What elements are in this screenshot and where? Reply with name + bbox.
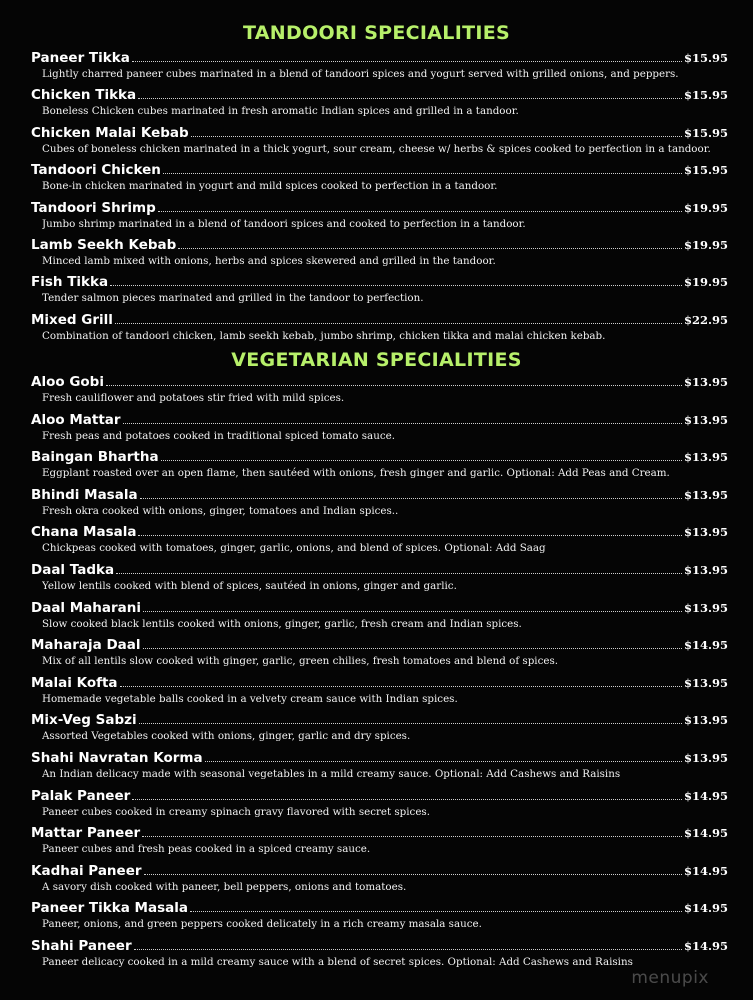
menu-item bbox=[0, 162, 753, 199]
dotted-leader bbox=[138, 534, 682, 536]
menu-item-price: $19.95 bbox=[683, 275, 728, 290]
menu-item-price: $15.95 bbox=[683, 163, 728, 178]
menu-item bbox=[0, 449, 753, 487]
dotted-leader bbox=[115, 322, 682, 324]
menu-item-line bbox=[31, 162, 728, 180]
menu-item-name: Aloo Mattar bbox=[31, 411, 121, 428]
menu-item-description: Bone-in chicken marinated in yogurt and mild spices cooked to perfection in a tandoor. bbox=[42, 180, 498, 193]
menu-item-price: $13.95 bbox=[683, 713, 728, 728]
tandoori-items-list bbox=[0, 50, 753, 349]
menu-item-description: Fresh peas and potatoes cooked in traditional spiced tomato sauce. bbox=[42, 429, 395, 442]
dotted-leader bbox=[138, 97, 682, 99]
menu-item-line bbox=[31, 788, 728, 806]
menu-item-line bbox=[31, 374, 728, 392]
dotted-leader bbox=[161, 459, 682, 461]
menu-item-name: Shahi Paneer bbox=[31, 937, 132, 954]
menu-item-description: Assorted Vegetables cooked with onions, ginger, garlic and dry spices. bbox=[42, 730, 411, 743]
dotted-leader bbox=[191, 135, 682, 137]
menu-item-description: Paneer delicacy cooked in a mild creamy sauce with a blend of secret spices. Optional: Add Cashews and Raisins bbox=[42, 955, 633, 968]
menu-item-price: $13.95 bbox=[683, 562, 728, 577]
menu-item-name: Chana Masala bbox=[31, 524, 137, 541]
dotted-leader bbox=[116, 572, 682, 574]
menu-item bbox=[0, 412, 753, 450]
menu-item-description: An Indian delicacy made with seasonal vegetables in a mild creamy sauce. Optional: Add Cashews and Raisins bbox=[42, 767, 621, 780]
dotted-leader bbox=[134, 948, 682, 950]
watermark-logo: menupix bbox=[631, 968, 709, 988]
menu-item-price: $13.95 bbox=[683, 675, 728, 690]
dotted-leader bbox=[163, 172, 682, 174]
menu-item-name: Maharaja Daal bbox=[31, 637, 141, 654]
menu-item-price: $13.95 bbox=[683, 487, 728, 502]
menu-item-price: $13.95 bbox=[683, 412, 728, 427]
menu-item-line bbox=[31, 312, 728, 330]
menu-item bbox=[0, 237, 753, 274]
menu-item bbox=[0, 637, 753, 675]
menu-item-name: Daal Maharani bbox=[31, 599, 142, 616]
menu-item-line bbox=[31, 87, 728, 105]
menu-item-description: A savory dish cooked with paneer, bell peppers, onions and tomatoes. bbox=[42, 880, 407, 893]
menu-item-line bbox=[31, 938, 728, 956]
menu-item-description: Jumbo shrimp marinated in a blend of tandoori spices and cooked to perfection in a tandoor. bbox=[42, 217, 526, 230]
menu-item-name: Mixed Grill bbox=[31, 311, 113, 328]
menu-item-name: Chicken Tikka bbox=[31, 87, 137, 104]
dotted-leader bbox=[140, 497, 682, 499]
menu-item-price: $14.95 bbox=[683, 788, 728, 803]
menu-item-price: $13.95 bbox=[683, 750, 728, 765]
menu-item bbox=[0, 562, 753, 600]
menu-item-description: Fresh okra cooked with onions, ginger, tomatoes and Indian spices.. bbox=[42, 504, 399, 517]
menu-item-name: Malai Kofta bbox=[31, 674, 118, 691]
menu-item-line bbox=[31, 50, 728, 68]
menu-item-line bbox=[31, 200, 728, 218]
dotted-leader bbox=[190, 910, 682, 912]
menu-item bbox=[0, 825, 753, 863]
menu-item bbox=[0, 600, 753, 638]
menu-item-price: $13.95 bbox=[683, 525, 728, 540]
dotted-leader bbox=[106, 384, 682, 386]
dotted-leader bbox=[132, 798, 682, 800]
menu-item-price: $19.95 bbox=[683, 237, 728, 252]
menu-item bbox=[0, 712, 753, 750]
menu-item-description: Homemade vegetable balls cooked in a velvety cream sauce with Indian spices. bbox=[42, 692, 458, 705]
menu-item-description: Eggplant roasted over an open flame, then sautéed with onions, fresh ginger and garlic. Optional: Add Peas and Cream. bbox=[42, 467, 670, 480]
menu-item-line bbox=[31, 524, 728, 542]
dotted-leader bbox=[158, 210, 682, 212]
menu-item-description: Lightly charred paneer cubes marinated in a blend of tandoori spices and yogurt served with grilled onions, and peppers. bbox=[42, 68, 679, 80]
menu-item-description: Mix of all lentils slow cooked with ginger, garlic, green chilies, fresh tomatoes and blend of spices. bbox=[42, 655, 558, 668]
menu-item bbox=[0, 312, 753, 349]
menu-item-name: Tandoori Shrimp bbox=[31, 199, 156, 216]
menu-item-line bbox=[31, 237, 728, 255]
menu-item bbox=[0, 900, 753, 938]
menu-item bbox=[0, 675, 753, 713]
menu-item-description: Cubes of boneless chicken marinated in a thick yogurt, sour cream, cheese w/ herbs & spices cooked to perfection in a tandoor. bbox=[42, 142, 711, 155]
menu-item-description: Slow cooked black lentils cooked with onions, ginger, garlic, fresh cream and Indian spices. bbox=[42, 617, 522, 630]
menu-item-price: $14.95 bbox=[683, 863, 728, 878]
menu-item-name: Kadhai Paneer bbox=[31, 862, 142, 879]
menu-item-name: Fish Tikka bbox=[31, 274, 109, 291]
menu-item bbox=[0, 788, 753, 826]
dotted-leader bbox=[123, 422, 682, 424]
menu-item-line bbox=[31, 600, 728, 618]
menu-item-line bbox=[31, 863, 728, 881]
dotted-leader bbox=[132, 60, 682, 62]
menu-item-name: Palak Paneer bbox=[31, 787, 131, 804]
menu-item bbox=[0, 750, 753, 788]
dotted-leader bbox=[143, 610, 682, 612]
vegetarian-items-list bbox=[0, 374, 753, 976]
menu-item-description: Paneer, onions, and green peppers cooked delicately in a rich creamy masala sauce. bbox=[42, 918, 482, 931]
menu-item-name: Aloo Gobi bbox=[31, 374, 104, 390]
menu-item-price: $14.95 bbox=[683, 901, 728, 916]
menu-item-name: Baingan Bhartha bbox=[31, 449, 159, 466]
menu-item-price: $13.95 bbox=[683, 600, 728, 615]
menu-item bbox=[0, 487, 753, 525]
menu-item-line bbox=[31, 487, 728, 505]
menu-item bbox=[0, 524, 753, 562]
menu-item-line bbox=[31, 274, 728, 292]
menu-item-description: Minced lamb mixed with onions, herbs and spices skewered and grilled in the tandoor. bbox=[42, 254, 496, 267]
menu-item-description: Tender salmon pieces marinated and grilled in the tandoor to perfection. bbox=[42, 292, 424, 305]
menu-item-price: $19.95 bbox=[683, 200, 728, 215]
vegetarian-section-title: VEGETARIAN SPECIALITIES bbox=[231, 349, 522, 371]
menu-item-name: Lamb Seekh Kebab bbox=[31, 236, 177, 253]
menu-item-line bbox=[31, 675, 728, 693]
menu-item-price: $15.95 bbox=[683, 88, 728, 103]
menu-item-description: Chickpeas cooked with tomatoes, ginger, garlic, onions, and blend of spices. Optional: Add Saag bbox=[42, 542, 546, 555]
menu-item-price: $14.95 bbox=[683, 638, 728, 653]
dotted-leader bbox=[143, 647, 682, 649]
dotted-leader bbox=[144, 873, 682, 875]
menu-item-name: Paneer Tikka bbox=[31, 50, 130, 66]
menu-item-name: Bhindi Masala bbox=[31, 486, 138, 503]
menu-item-line bbox=[31, 825, 728, 843]
menu-item bbox=[0, 274, 753, 311]
menu-item-price: $14.95 bbox=[683, 826, 728, 841]
menu-item bbox=[0, 863, 753, 901]
menu-item-description: Paneer cubes cooked in creamy spinach gravy flavored with secret spices. bbox=[42, 805, 430, 818]
menu-item-name: Tandoori Chicken bbox=[31, 162, 161, 179]
menu-item-name: Chicken Malai Kebab bbox=[31, 124, 189, 141]
dotted-leader bbox=[110, 284, 682, 286]
menu-item bbox=[0, 50, 753, 87]
dotted-leader bbox=[120, 685, 682, 687]
menu-item-name: Mix-Veg Sabzi bbox=[31, 712, 137, 729]
menu-item bbox=[0, 374, 753, 412]
menu-item bbox=[0, 87, 753, 124]
menu-item-description: Paneer cubes and fresh peas cooked in a spiced creamy sauce. bbox=[42, 843, 371, 856]
menu-item-line bbox=[31, 712, 728, 730]
dotted-leader bbox=[139, 722, 682, 724]
menu-item-line bbox=[31, 637, 728, 655]
menu-item-price: $22.95 bbox=[683, 312, 728, 327]
menu-item bbox=[0, 200, 753, 237]
menu-item-price: $15.95 bbox=[683, 51, 728, 65]
menu-item-line bbox=[31, 750, 728, 768]
menu-item-description: Boneless Chicken cubes marinated in fresh aromatic Indian spices and grilled in a tandoor. bbox=[42, 105, 519, 118]
menu-item-price: $13.95 bbox=[683, 450, 728, 465]
dotted-leader bbox=[205, 760, 682, 762]
menu-item-description: Yellow lentils cooked with blend of spices, sautéed in onions, ginger and garlic. bbox=[42, 579, 457, 592]
menu-item bbox=[0, 125, 753, 162]
menu-item-name: Daal Tadka bbox=[31, 561, 115, 578]
menu-item-line bbox=[31, 412, 728, 430]
tandoori-section-title: TANDOORI SPECIALITIES bbox=[243, 22, 510, 44]
menu-item-name: Paneer Tikka Masala bbox=[31, 900, 188, 917]
menu-item-description: Combination of tandoori chicken, lamb seekh kebab, jumbo shrimp, chicken tikka and malai chicken kebab. bbox=[42, 329, 606, 342]
dotted-leader bbox=[142, 835, 682, 837]
menu-item-description: Fresh cauliflower and potatoes stir fried with mild spices. bbox=[42, 392, 345, 404]
menu-item-line bbox=[31, 562, 728, 580]
dotted-leader bbox=[178, 247, 682, 249]
menu-item-line bbox=[31, 449, 728, 467]
menu-item-price: $15.95 bbox=[683, 125, 728, 140]
menu-item-price: $13.95 bbox=[683, 375, 728, 389]
menu-item-name: Shahi Navratan Korma bbox=[31, 749, 203, 766]
menu-item-line bbox=[31, 125, 728, 143]
menu-item-line bbox=[31, 900, 728, 918]
menu-item-price: $14.95 bbox=[683, 938, 728, 953]
menu-item-name: Mattar Paneer bbox=[31, 825, 141, 842]
